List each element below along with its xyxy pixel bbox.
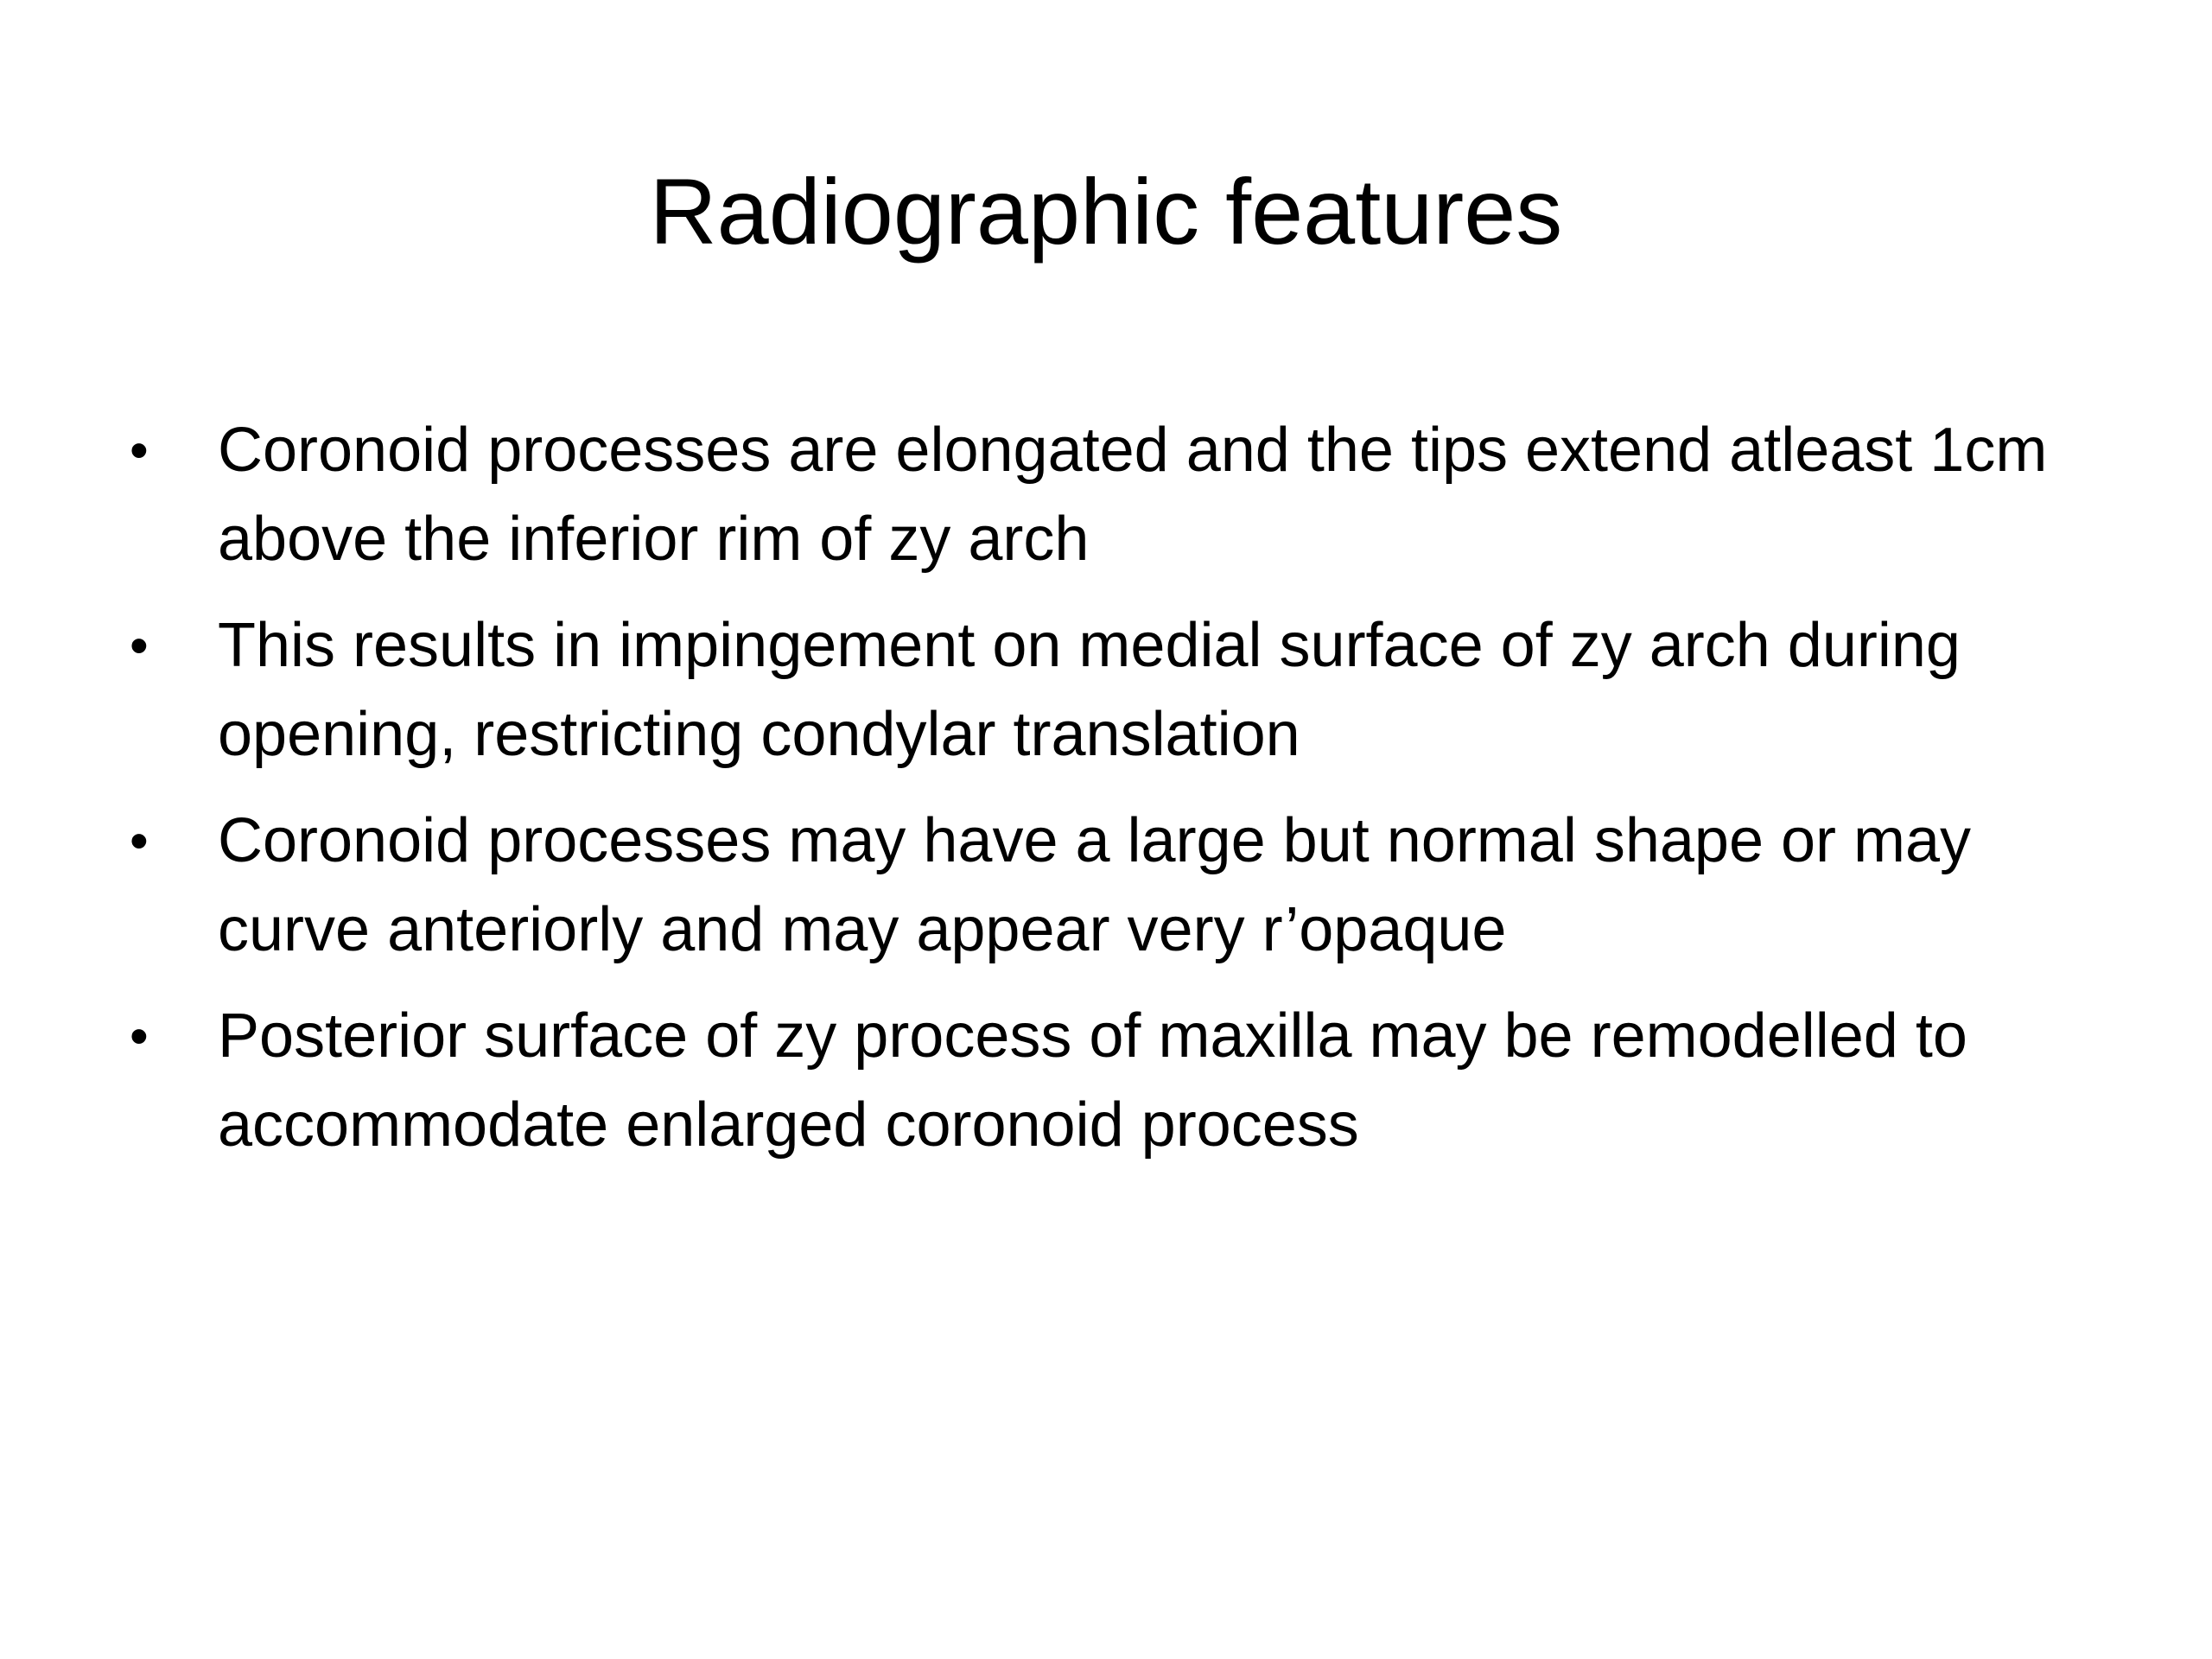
bullet-text: Posterior surface of zy process of maxilla may be remodelled to accommodate enlarged coronoid process bbox=[218, 1001, 1967, 1160]
bullet-text: Coronoid processes are elongated and the tips extend atleast 1cm above the inferior rim of zy arch bbox=[218, 416, 2048, 574]
bullet-item bbox=[130, 992, 2117, 1170]
bullet-icon: • bbox=[130, 811, 149, 871]
bullet-item bbox=[130, 797, 2117, 975]
slide-title: Radiographic features bbox=[649, 159, 1563, 264]
bullet-item bbox=[130, 406, 2117, 584]
bullet-text: Coronoid processes may have a large but normal shape or may curve anteriorly and may appear very r’opaque bbox=[218, 806, 1972, 964]
bullet-icon: • bbox=[130, 616, 149, 676]
bullet-icon: • bbox=[130, 421, 149, 480]
bullet-icon: • bbox=[130, 1007, 149, 1066]
bullet-text: This results in impingement on medial surface of zy arch during opening, restricting condylar translation bbox=[218, 611, 1961, 769]
bullet-list bbox=[130, 406, 2117, 1187]
bullet-item bbox=[130, 601, 2117, 779]
